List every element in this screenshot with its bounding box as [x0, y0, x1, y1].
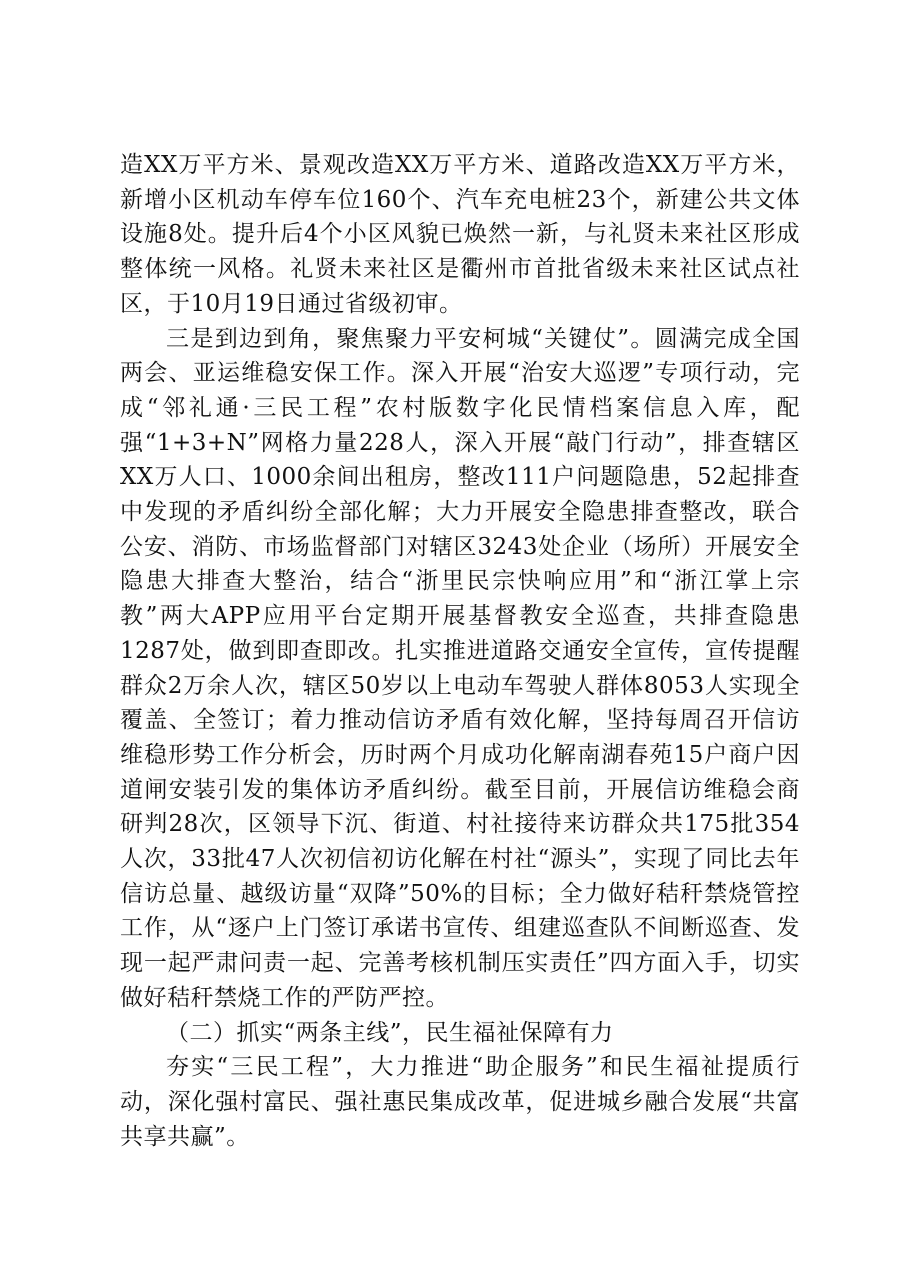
- paragraph-continuation: 造XX万平方米、景观改造XX万平方米、道路改造XX万平方米，新增小区机动车停车位160个、汽车充电桩23个，新建公共文体设施8处。提升后4个小区风貌已焕然一新，与礼贤未来社区形成整体统一风格。礼贤未来社区是衢州市首批省级未来社区试点社区，于10月19日通过省级初审。: [120, 152, 800, 317]
- paragraph-livelihood: 夯实“三民工程”，大力推进“助企服务”和民生福祉提质行动，深化强村富民、强社惠民集成改革，促进城乡融合发展“共富共享共赢”。: [120, 1054, 800, 1150]
- document-body: [120, 148, 800, 1154]
- section-heading: （二）抓实“两条主线”，民生福祉保障有力: [166, 1019, 614, 1046]
- paragraph-safety-work: 三是到边到角，聚焦聚力平安柯城“关键仗”。圆满完成全国两会、亚运维稳安保工作。深入开展“治安大巡逻”专项行动，完成“邻礼通·三民工程”农村版数字化民情档案信息入库，配强“1+3+N”网格力量228人，深入开展“敲门行动”，排查辖区XX万人口、1000余间出租房，整改111户问题隐患，52起排查中发现的矛盾纠纷全部化解；大力开展安全隐患排查整改，联合公安、消防、市场监督部门对辖区3243处企业（场所）开展安全隐患大排查大整治，结合“浙里民宗快响应用”和“浙江掌上宗教”两大APP应用平台定期开展基督教安全巡查，共排查隐患1287处，做到即查即改。扎实推进道路交通安全宣传，宣传提醒群众2万余人次，辖区50岁以上电动车驾驶人群体8053人实现全覆盖、全签订；着力推动信访矛盾有效化解，坚持每周召开信访维稳形势工作分析会，历时两个月成功化解南湖春苑15户商户因道闸安装引发的集体访矛盾纠纷。截至目前，开展信访维稳会商研判28次，区领导下沉、街道、村社接待来访群众共175批354人次，33批47人次初信初访化解在村社“源头”，实现了同比去年信访总量、越级访量“双降”50%的目标；全力做好秸秆禁烧管控工作，从“逐户上门签订承诺书宣传、组建巡查队不间断巡查、发现一起严肃问责一起、完善考核机制压实责任”四方面入手，切实做好秸秆禁烧工作的严防严控。: [120, 325, 800, 1011]
